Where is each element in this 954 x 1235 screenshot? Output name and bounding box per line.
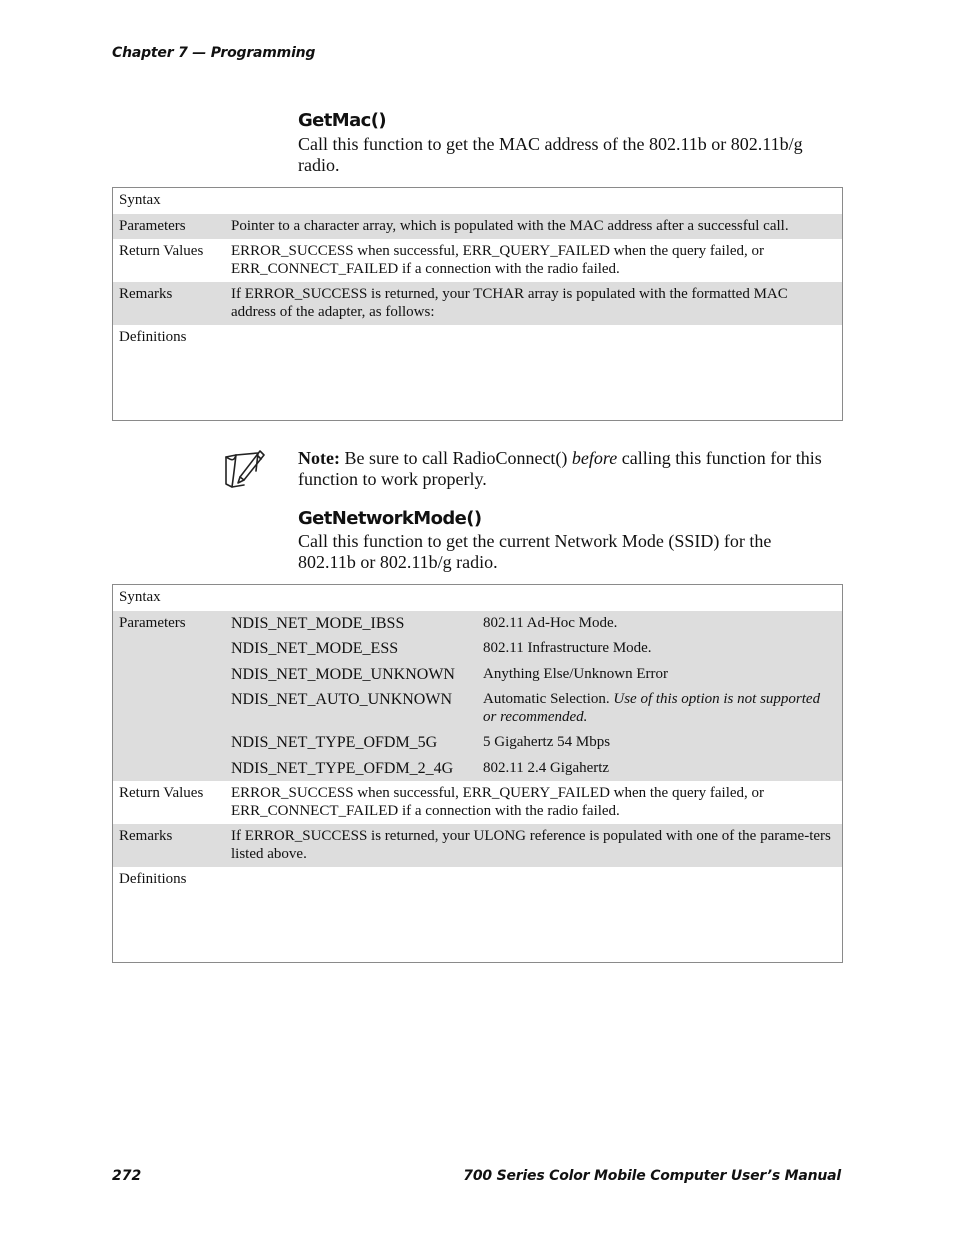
parameters-row [113,611,843,782]
getmac-description: Call this function to get the MAC address of the 802.11b or 802.11b/g radio. [298,134,803,175]
parameter-desc [483,640,836,666]
syntax-label: Syntax [119,589,161,605]
return-values-label: Return Values [119,243,204,259]
page-number: 272 [112,1168,142,1184]
manual-title: 700 Series Color Mobile Computer User’s Manual [463,1168,841,1184]
parameter-row [231,691,836,734]
definitions-value [225,867,843,963]
note-text-after: calling this function for this function to work properly. [298,448,822,489]
parameter-desc [483,615,836,641]
parameter-desc [483,734,836,760]
parameter-desc-italic: Use of this option is not supported or recommended. [483,691,821,725]
getmac-title: GetMac() [298,110,386,131]
running-header: Chapter 7 — Programming [112,45,316,61]
definitions-row [113,325,843,421]
syntax-value [225,188,843,214]
parameter-desc-text: 802.11 Infrastructure Mode. [483,640,652,656]
parameters-label: Parameters [113,214,226,240]
parameter-row [231,760,836,778]
parameters-label: Parameters [113,611,226,782]
parameter-desc-text: Automatic Selection. [483,691,614,707]
remarks-label: Remarks [113,282,226,325]
parameter-name: NDIS_NET_TYPE_OFDM_5G [231,734,438,751]
parameter-desc [483,760,836,778]
parameter-row [231,734,836,760]
return-values-row [113,239,843,282]
remarks-row [113,282,843,325]
return-values-row [113,781,843,824]
definitions-label: Definitions [119,871,187,887]
parameter-row [231,615,836,641]
getnetworkmode-title: GetNetworkMode() [298,508,482,529]
definitions-value [225,325,843,421]
note-pencil-icon [222,447,268,491]
note-text-before: Be sure to call RadioConnect() [339,448,572,468]
parameter-name: NDIS_NET_TYPE_OFDM_2_4G [231,759,454,777]
remarks-value: If ERROR_SUCCESS is returned, your TCHAR array is populated with the formatted MAC address of the adapter, as follows: [225,282,843,325]
syntax-row [113,188,843,214]
syntax-row [113,585,843,611]
remarks-label: Remarks [113,824,226,867]
definitions-row [113,867,843,963]
note-label: Note: [298,448,340,468]
return-values-label: Return Values [119,785,204,801]
parameters-value [225,611,843,782]
parameter-desc [483,666,836,692]
syntax-value [225,585,843,611]
parameter-row [231,666,836,692]
getmac-table [112,187,843,421]
return-values-value: ERROR_SUCCESS when successful, ERR_QUERY_FAILED when the query failed, or ERR_CONNECT_FAILED if a connection with the radio failed. [231,785,765,819]
note-text [298,448,828,489]
parameter-name: NDIS_NET_MODE_IBSS [231,614,405,632]
parameter-name: NDIS_NET_MODE_UNKNOWN [231,665,455,683]
remarks-value: If ERROR_SUCCESS is returned, your ULONG reference is populated with one of the parame-ters listed above. [225,824,843,867]
parameter-desc-text: Anything Else/Unknown Error [483,665,668,682]
remarks-row [113,824,843,867]
definitions-label: Definitions [119,329,187,345]
syntax-label: Syntax [119,192,161,208]
parameters-list [231,615,836,778]
parameter-desc-text: 5 Gigahertz 54 Mbps [483,734,611,750]
parameter-name: NDIS_NET_MODE_ESS [231,640,399,657]
parameter-name: NDIS_NET_AUTO_UNKNOWN [231,691,453,708]
note-emphasis: before [571,448,618,468]
parameter-desc-text: 802.11 Ad-Hoc Mode. [483,614,618,631]
getnetworkmode-description: Call this function to get the current Network Mode (SSID) for the 802.11b or 802.11b/g radio. [298,531,772,572]
return-values-value: ERROR_SUCCESS when successful, ERR_QUERY_FAILED when the query failed, or ERR_CONNECT_FAILED if a connection with the radio failed. [231,243,765,277]
parameter-desc [483,691,836,734]
parameter-row [231,640,836,666]
getnetworkmode-table [112,584,843,963]
parameter-desc-text: 802.11 2.4 Gigahertz [483,759,610,776]
parameters-value: Pointer to a character array, which is populated with the MAC address after a successful call. [225,214,843,240]
parameters-row [113,214,843,240]
